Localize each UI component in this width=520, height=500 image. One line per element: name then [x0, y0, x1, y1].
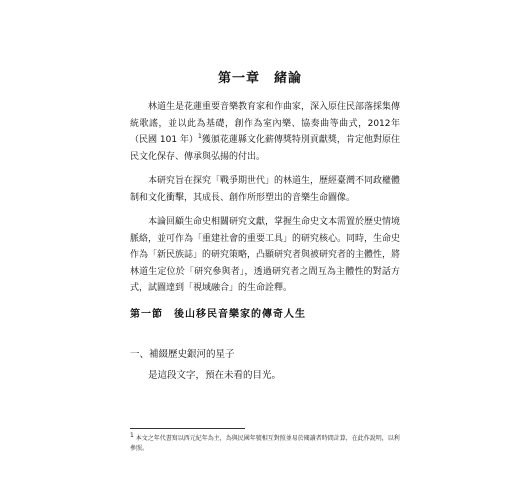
footnote-text: 本文之年代書寫以西元紀年為主，為與民國年號相互對照並易於閱讀者時間計算，在此作說明，以利參照。 [130, 435, 400, 452]
subsection-title: 一、補綴歷史銀河的星子 [130, 349, 235, 360]
chapter-body [130, 99, 400, 305]
paragraph-1-text-after: 獲頒花蓮縣文化薪傳獎特別貢獻獎，肯定他對原住民文化保存、傳承與弘揚的付出。 [130, 135, 400, 162]
subsection-body: 是這段文字，預在未看的目光。 [148, 370, 282, 381]
paragraph-1-text-before: 林道生是花蓮重要音樂教育家和作曲家，深入原住民部落採集傳統歌謠，並以此為基礎，創作為室內樂、協奏曲等曲式，2012年（民國 101 年） [130, 102, 401, 145]
chapter-title: 第一章 緒論 [217, 71, 302, 86]
footnote-divider [130, 428, 245, 429]
footnote-mark: 1 [130, 432, 134, 439]
paragraph-1 [130, 99, 400, 165]
footnote-reference[interactable]: 1 [197, 133, 202, 140]
paragraph-2: 本研究旨在探究「戰爭期世代」的林道生，歷經臺灣不同政權體制和文化衝擊，其成長、創作所形塑出的音樂生命圖像。 [130, 176, 401, 203]
section-title: 第一節 後山移民音樂家的傳奇人生 [130, 309, 306, 320]
footnote [130, 434, 402, 454]
paragraph-3: 本論回顧生命史相關研究文獻，掌握生命史文本需置於歷史情境脈絡，並可作為「重建社會的重要工具」的研究核心。同時，生命史作為「新民族誌」的研究策略，凸顯研究者與被研究者的主體性，將林道生定位於「研究參與者」，透過研究者之間互為主體性的對話方式，試圖達到「視域融合」的生命詮釋。 [130, 217, 401, 293]
